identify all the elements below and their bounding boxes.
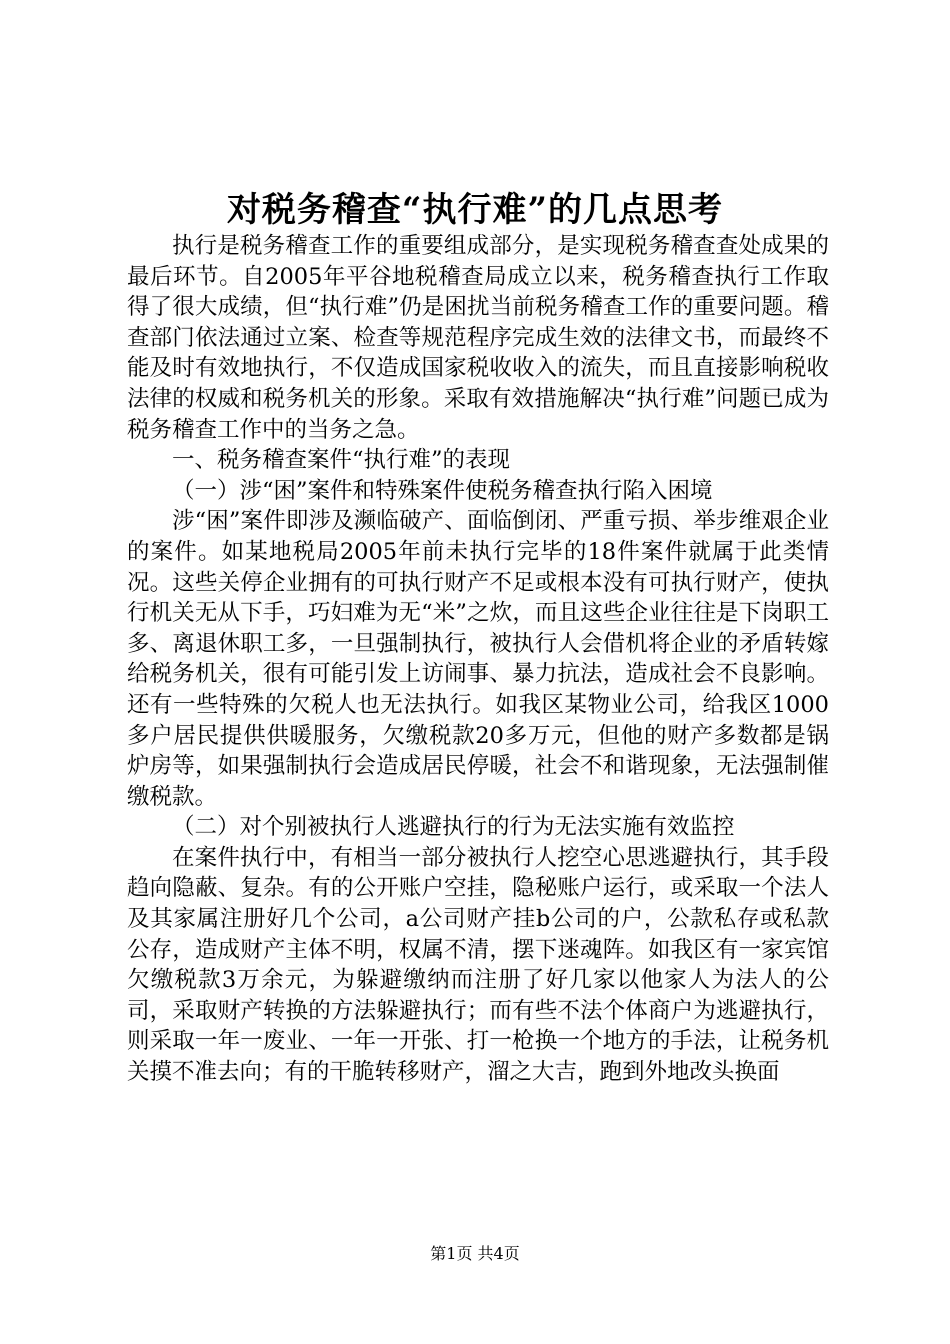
section-heading-1: 一、税务稽查案件“执行难”的表现 bbox=[172, 447, 511, 474]
subsection-heading-2: （二）对个别被执行人逃避执行的行为无法实施有效监控 bbox=[172, 814, 735, 841]
page-footer: 第1页 共4页 bbox=[430, 1244, 520, 1263]
paragraph-intro: 执行是税务稽查工作的重要组成部分，是实现税务稽查查处成果的最后环节。自2005年平谷地税稽查局成立以来，税务稽查执行工作取得了很大成绩，但“执行难”仍是困扰当前税务稽查工作的重要问题。稽查部门依法通过立案、检查等规范程序完成生效的法律文书，而最终不能及时有效地执行，不仅造成国家税收收入的流失，而且直接影响税收法律的权威和税务机关的形象。采取有效措施解决“执行难”问题已成为税务稽查工作中的当务之急。 bbox=[127, 233, 829, 443]
document-title: 对税务稽查“执行难”的几点思考 bbox=[226, 190, 724, 230]
paragraph-subsection-1: 涉“困”案件即涉及濒临破产、面临倒闭、严重亏损、举步维艰企业的案件。如某地税局2005年前未执行完毕的18件案件就属于此类情况。这些关停企业拥有的可执行财产不足或根本没有可执行财产，使执行机关无从下手，巧妇难为无“米”之炊，而且这些企业往往是下岗职工多、离退休职工多，一旦强制执行，被执行人会借机将企业的矛盾转嫁给税务机关，很有可能引发上访闹事、暴力抗法，造成社会不良影响。还有一些特殊的欠税人也无法执行。如我区某物业公司，给我区1000多户居民提供供暖服务，欠缴税款20多万元，但他的财产多数都是锅炉房等，如果强制执行会造成居民停暖，社会不和谐现象，无法强制催缴税款。 bbox=[127, 508, 829, 810]
subsection-heading-1: （一）涉“困”案件和特殊案件使税务稽查执行陷入困境 bbox=[172, 477, 713, 504]
document-body bbox=[127, 231, 829, 1088]
paragraph-subsection-2: 在案件执行中，有相当一部分被执行人挖空心思逃避执行，其手段趋向隐蔽、复杂。有的公开账户空挂，隐秘账户运行，或采取一个法人及其家属注册好几个公司，a公司财产挂b公司的户，公款私存或私款公存，造成财产主体不明，权属不清，摆下迷魂阵。如我区有一家宾馆欠缴税款3万余元，为躲避缴纳而注册了好几家以他家人为法人的公司，采取财产转换的方法躲避执行；而有些不法个体商户为逃避执行，则采取一年一废业、一年一开张、打一枪换一个地方的手法，让税务机关摸不准去向；有的干脆转移财产，溜之大吉，跑到外地改头换面 bbox=[127, 844, 829, 1086]
